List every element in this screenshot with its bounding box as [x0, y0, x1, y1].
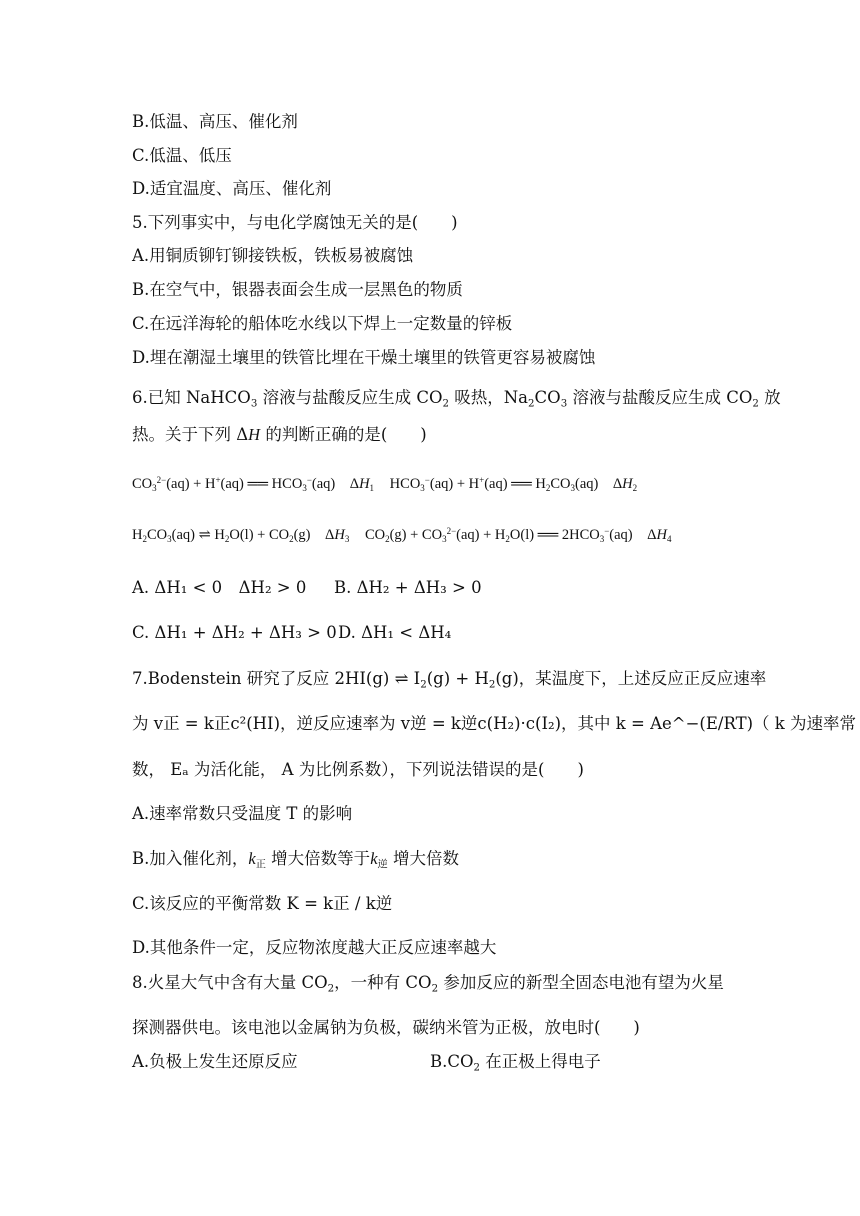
question-6-stem-line1: 6.已知 NaHCO$_3$ 溶液与盐酸反应生成 $CO_2$ 吸热，$Na_2CO_3$ 溶液与盐酸反应生成 $CO_2$ 放 — [132, 388, 781, 410]
option-7a: A.速率常数只受温度 T 的影响 — [132, 804, 353, 823]
option-6d: D. ΔH₁ < ΔH₄ — [338, 623, 452, 642]
option-5d: D.埋在潮湿土壤里的铁管比埋在干燥土壤里的铁管更容易被腐蚀 — [132, 348, 596, 367]
option-4d: D.适宜温度、高压、催化剂 — [132, 179, 332, 198]
question-7-stem-line1: 7.Bodenstein 研究了反应 2HI(g) ⇌ $I_2(g) + H_2(g)$，某温度下，上述反应正反应速率 — [132, 669, 767, 691]
option-6a: A. ΔH₁ < 0 ΔH₂ > 0 — [132, 578, 307, 597]
equation-row-1: $CO_3^{2-}(aq) + H^+(aq)$ ══ $HCO_3^-(aq)$ $\Delta H_1$ $HCO_3^-(aq) + H^+(aq)$ ══ $H_2CO_3(aq)$ $\Delta H_2$ — [132, 475, 638, 494]
question-8-stem-line2: 探测器供电。该电池以金属钠为负极，碳纳米管为正极，放电时( ) — [132, 1018, 640, 1037]
option-8a: A.负极上发生还原反应 — [132, 1052, 298, 1071]
question-8-stem-line1: 8.火星大气中含有大量 $CO_2$，一种有 $CO_2$ 参加反应的新型全固态电池有望为火星 — [132, 973, 724, 995]
option-5b: B.在空气中，银器表面会生成一层黑色的物质 — [132, 280, 463, 299]
option-5c: C.在远洋海轮的船体吃水线以下焊上一定数量的锌板 — [132, 314, 513, 333]
question-7-stem-line3: 数， Eₐ 为活化能， A 为比例系数），下列说法错误的是( ) — [132, 760, 584, 779]
option-7d: D.其他条件一定，反应物浓度越大正反应速率越大 — [132, 938, 497, 957]
option-7c: C.该反应的平衡常数 K = k正 / k逆 — [132, 894, 393, 913]
option-5a: A.用铜质铆钉铆接铁板，铁板易被腐蚀 — [132, 246, 414, 265]
question-7-stem-line2: 为 v正 = k正c²(HI)，逆反应速率为 v逆 = k逆c(H₂)·c(I₂)，其中 k = Ae^−(E/RT)（ k 为速率常 — [132, 714, 857, 733]
option-4b: B.低温、高压、催化剂 — [132, 112, 298, 131]
question-6-stem-line2: 热。关于下列 ΔH 的判断正确的是( ) — [132, 425, 427, 444]
option-6c: C. ΔH₁ + ΔH₂ + ΔH₃ > 0 — [132, 623, 337, 642]
equation-row-2: $H_2CO_3(aq)$ ⇌ $H_2O(l) + CO_2(g)$ $\Delta H_3$ $CO_2(g) + CO_3^{2-}(aq) + H_2O(l)$ ══ $2HCO_3^-(aq)$ $\Delta H_4$ — [132, 526, 672, 545]
option-8b: $B.CO_2$ 在正极上得电子 — [430, 1052, 601, 1074]
question-5-stem: 5.下列事实中，与电化学腐蚀无关的是( ) — [132, 213, 458, 232]
option-7b: B.加入催化剂，$k_正$ 增大倍数等于$k_逆$ 增大倍数 — [132, 849, 459, 871]
option-4c: C.低温、低压 — [132, 146, 232, 165]
option-6b: B. ΔH₂ + ΔH₃ > 0 — [334, 578, 482, 597]
